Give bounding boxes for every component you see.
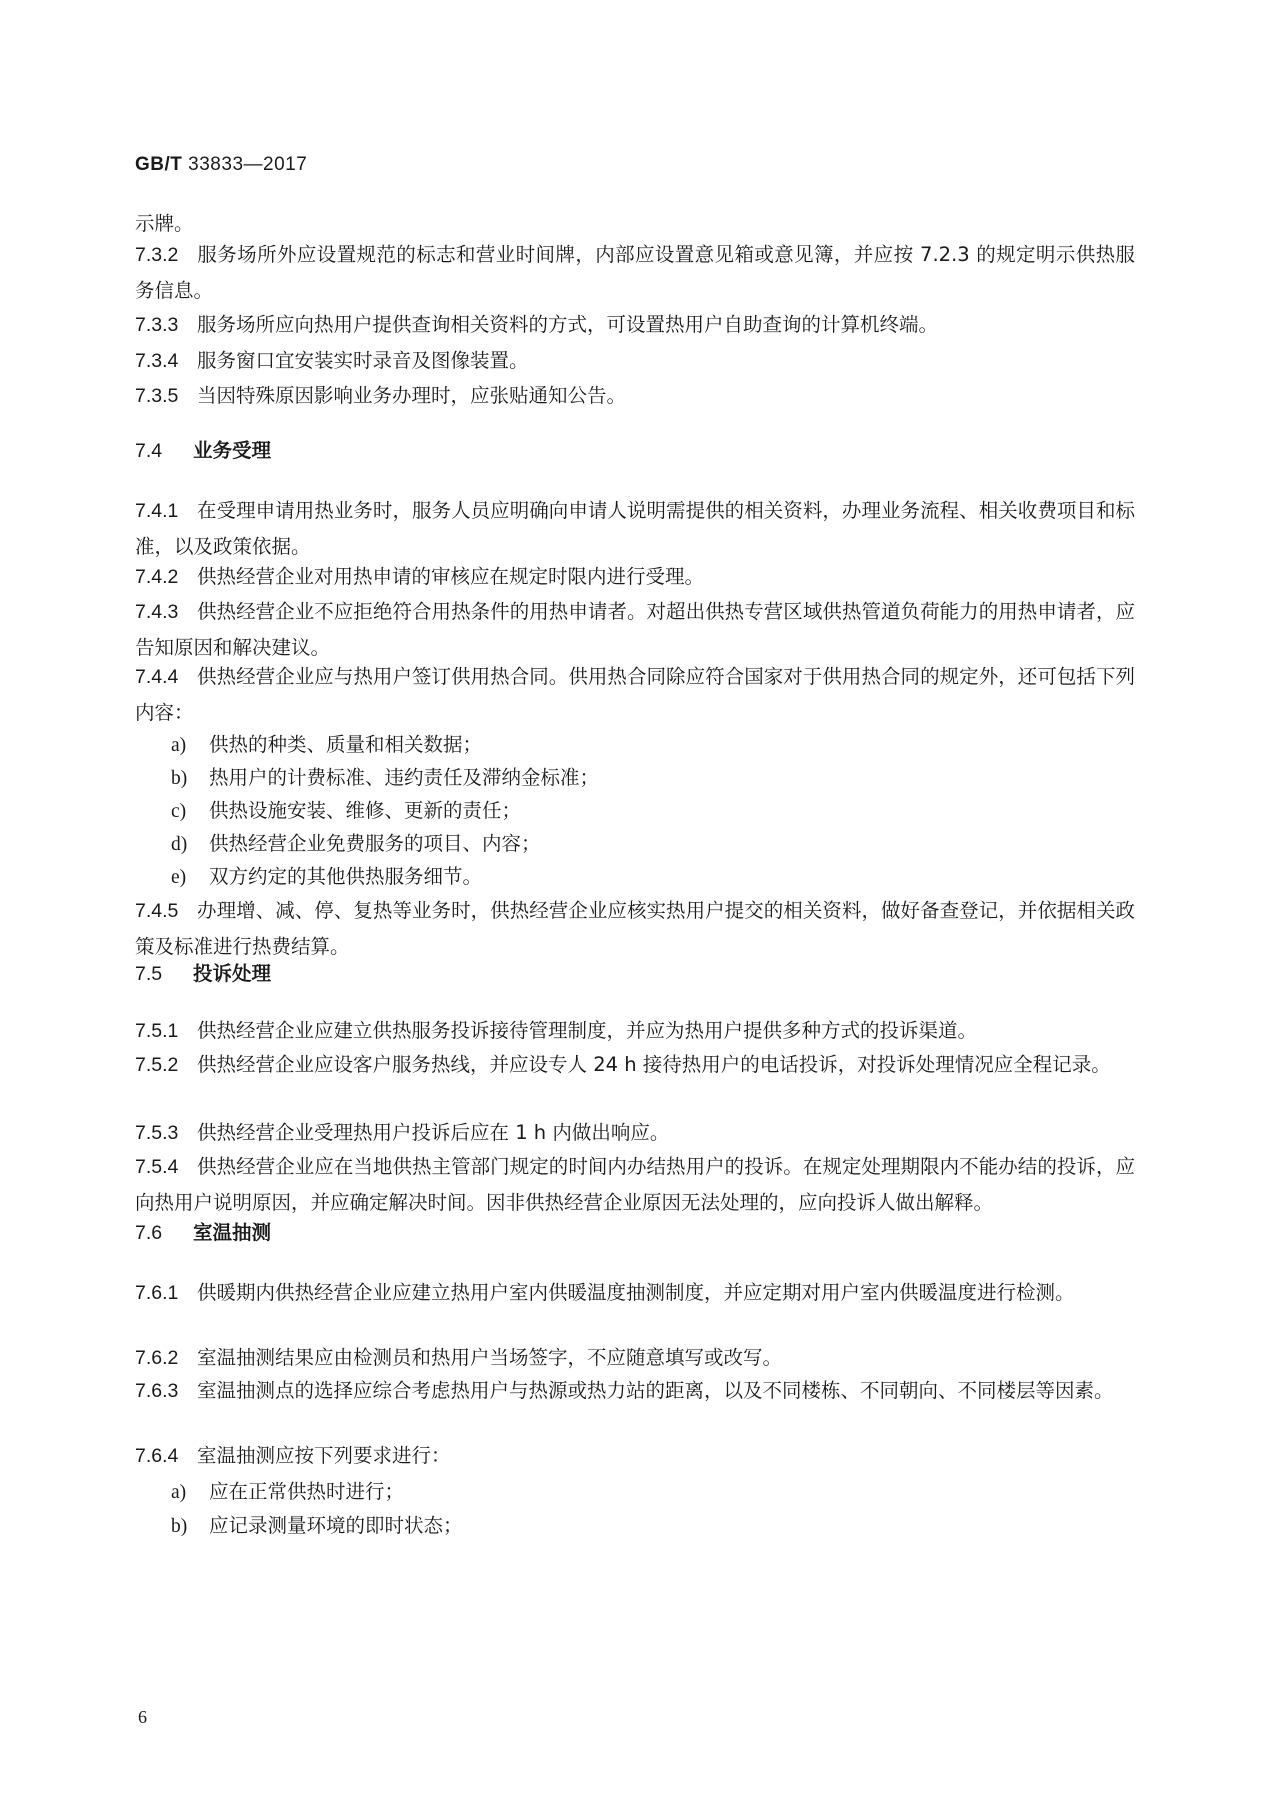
standard-code	[135, 154, 307, 176]
clause-text: 服务窗口宜安装实时录音及图像装置。	[197, 349, 529, 372]
clause-number: 7.6.4	[135, 1445, 179, 1467]
list-item-text: 供热的种类、质量和相关数据；	[209, 733, 483, 756]
list-item-text: 双方约定的其他供热服务细节。	[209, 865, 483, 888]
list-item-text: 应在正常供热时进行；	[209, 1480, 405, 1503]
section-number: 7.5	[135, 963, 163, 985]
list-item-marker: e)	[171, 867, 187, 888]
clause-number: 7.6.3	[135, 1380, 179, 1402]
clause-text: 供热经营企业应设客户服务热线，并应设专人 24 h 接待热用户的电话投诉，对投诉处理情况应全程记录。	[197, 1053, 1111, 1076]
clause-text: 供暖期内供热经营企业应建立热用户室内供暖温度抽测制度，并应定期对用户室内供暖温度进行检测。	[197, 1281, 1075, 1304]
list-item-marker: a)	[171, 1482, 187, 1503]
section-number: 7.6	[135, 1222, 163, 1244]
clause-number: 7.5.2	[135, 1054, 179, 1076]
clause-number: 7.3.5	[135, 385, 179, 407]
list-item-marker: a)	[171, 735, 187, 756]
list-item-marker: b)	[171, 768, 188, 789]
list-item-text: 供热经营企业免费服务的项目、内容；	[209, 832, 541, 855]
section-heading	[135, 1217, 271, 1245]
clause-number: 7.4.1	[135, 500, 179, 522]
clause-text: 当因特殊原因影响业务办理时，应张贴通知公告。	[197, 384, 627, 407]
section-heading	[135, 435, 271, 463]
clause-paragraph	[135, 1438, 1135, 1474]
clause-text: 在受理申请用热业务时，服务人员应明确向申请人说明需提供的相关资料，办理业务流程、相关收费项目和标准，以及政策依据。	[135, 499, 1135, 558]
clause-paragraph	[135, 1013, 1135, 1049]
clause-number: 7.5.4	[135, 1156, 179, 1178]
clause-paragraph	[135, 659, 1135, 730]
list-item	[171, 793, 521, 829]
clause-text: 供热经营企业对用热申请的审核应在规定时限内进行受理。	[197, 565, 705, 588]
clause-paragraph	[135, 237, 1135, 308]
standard-number: 33833—2017	[188, 154, 308, 175]
list-item-text: 应记录测量环境的即时状态；	[209, 1514, 463, 1537]
list-item	[171, 760, 599, 796]
clause-text: 服务场所应向热用户提供查询相关资料的方式，可设置热用户自助查询的计算机终端。	[197, 313, 939, 336]
clause-paragraph	[135, 343, 1135, 379]
page-number: 6	[138, 1707, 147, 1727]
clause-text: 办理增、减、停、复热等业务时，供热经营企业应核实热用户提交的相关资料，做好备查登记，并依据相关政策及标准进行热费结算。	[135, 899, 1135, 958]
clause-paragraph	[135, 1047, 1135, 1083]
clause-paragraph	[135, 559, 1135, 595]
clause-text: 室温抽测应按下列要求进行：	[197, 1444, 451, 1467]
clause-paragraph	[135, 594, 1135, 665]
clause-paragraph	[135, 1373, 1135, 1409]
clause-paragraph	[135, 1115, 1135, 1151]
list-item-text: 热用户的计费标准、违约责任及滞纳金标准；	[209, 766, 600, 789]
clause-text: 供热经营企业受理热用户投诉后应在 1 h 内做出响应。	[197, 1121, 670, 1144]
clause-text: 服务场所外应设置规范的标志和营业时间牌，内部应设置意见箱或意见簿，并应按 7.2.3 的规定明示供热服务信息。	[135, 243, 1135, 302]
list-item	[171, 727, 482, 763]
clause-number: 7.5.1	[135, 1020, 179, 1042]
section-heading	[135, 958, 271, 986]
clause-number: 7.3.4	[135, 350, 179, 372]
clause-paragraph	[135, 206, 1135, 241]
clause-number: 7.4.5	[135, 900, 179, 922]
section-title: 业务受理	[193, 439, 272, 462]
section-title: 投诉处理	[193, 962, 272, 985]
clause-text: 室温抽测点的选择应综合考虑热用户与热源或热力站的距离，以及不同楼栋、不同朝向、不同楼层等因素。	[197, 1379, 1114, 1402]
clause-paragraph	[135, 893, 1135, 964]
section-number: 7.4	[135, 440, 163, 462]
clause-number: 7.6.1	[135, 1282, 179, 1304]
clause-number: 7.4.3	[135, 601, 179, 623]
clause-number: 7.3.3	[135, 314, 179, 336]
list-item	[171, 859, 482, 895]
clause-paragraph	[135, 307, 1135, 343]
list-item-marker: c)	[171, 801, 187, 822]
clause-paragraph	[135, 1340, 1135, 1376]
clause-paragraph	[135, 1149, 1135, 1220]
clause-number: 7.5.3	[135, 1122, 179, 1144]
clause-number: 7.6.2	[135, 1347, 179, 1369]
list-item-marker: d)	[171, 834, 188, 855]
clause-text: 供热经营企业应建立供热服务投诉接待管理制度，并应为热用户提供多种方式的投诉渠道。	[197, 1019, 978, 1042]
section-title: 室温抽测	[193, 1221, 272, 1244]
clause-paragraph	[135, 493, 1135, 564]
list-item-text: 供热设施安装、维修、更新的责任；	[209, 799, 522, 822]
list-item-marker: b)	[171, 1516, 188, 1537]
list-item	[171, 1508, 463, 1544]
list-item	[171, 1474, 404, 1510]
clause-number: 7.4.2	[135, 566, 179, 588]
clause-paragraph	[135, 1275, 1135, 1311]
clause-number: 7.3.2	[135, 244, 179, 266]
clause-text: 供热经营企业应与热用户签订供用热合同。供用热合同除应符合国家对于供用热合同的规定外，还可包括下列内容：	[135, 665, 1135, 724]
clause-text: 供热经营企业不应拒绝符合用热条件的用热申请者。对超出供热专营区域供热管道负荷能力的用热申请者，应告知原因和解决建议。	[135, 600, 1135, 659]
clause-text: 供热经营企业应在当地供热主管部门规定的时间内办结热用户的投诉。在规定处理期限内不能办结的投诉，应向热用户说明原因，并应确定解决时间。因非供热经营企业原因无法处理的，应向投诉人做出解释。	[135, 1155, 1135, 1214]
list-item	[171, 826, 541, 862]
clause-text: 室温抽测结果应由检测员和热用户当场签字，不应随意填写或改写。	[197, 1346, 783, 1369]
clause-number: 7.4.4	[135, 666, 179, 688]
clause-paragraph	[135, 378, 1135, 414]
clause-text: 示牌。	[135, 212, 194, 235]
standard-prefix: GB/T	[135, 154, 183, 175]
